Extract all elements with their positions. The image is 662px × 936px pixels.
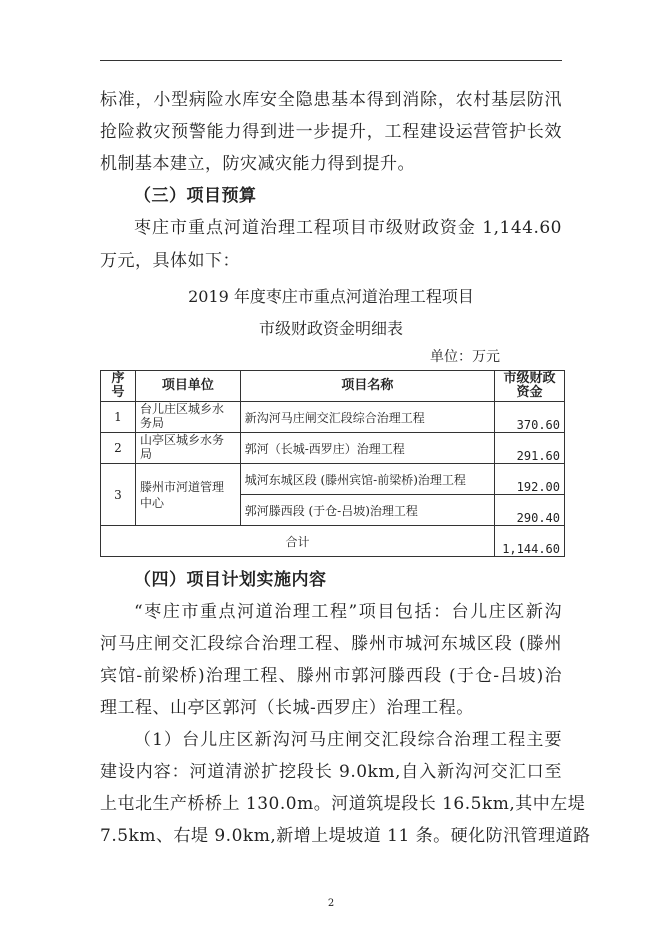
paragraph-line: 河马庄闸交汇段综合治理工程、滕州市城河东城区段 (滕州 bbox=[100, 634, 562, 654]
budget-table bbox=[100, 370, 565, 557]
cell-amount: 290.40 bbox=[494, 495, 564, 526]
paragraph-line: 上屯北生产桥桥上 130.0m。河道筑堤段长 16.5km,其中左堤 bbox=[100, 794, 586, 814]
cell-no: 2 bbox=[101, 433, 136, 464]
table-title: 2019 年度枣庄市重点河道治理工程项目 bbox=[188, 287, 474, 306]
paragraph-line: 枣庄市重点河道治理工程项目市级财政资金 1,144.60 bbox=[134, 218, 562, 238]
header-cell: 项目单位 bbox=[135, 371, 240, 402]
cell-unit: 台儿庄区城乡水务局 bbox=[135, 402, 240, 433]
unit-label: 单位：万元 bbox=[430, 349, 500, 365]
cell-no: 1 bbox=[101, 402, 136, 433]
paragraph-line: 7.5km、右堤 9.0km,新增上堤坡道 11 条。硬化防汛管理道路 bbox=[100, 826, 591, 846]
paragraph-line: 万元，具体如下： bbox=[100, 251, 240, 271]
paragraph-line: “枣庄市重点河道治理工程”项目包括：台儿庄区新沟 bbox=[134, 602, 562, 622]
cell-no: 3 bbox=[101, 464, 136, 526]
table-row bbox=[101, 464, 565, 495]
header-cell: 项目名称 bbox=[240, 371, 494, 402]
header-cell: 序号 bbox=[101, 371, 136, 402]
cell-amount: 370.60 bbox=[494, 402, 564, 433]
table-row bbox=[101, 433, 565, 464]
paragraph-line: 标准，小型病险水库安全隐患基本得到消除，农村基层防汛 bbox=[100, 90, 562, 110]
section-heading: （四）项目计划实施内容 bbox=[134, 570, 327, 590]
paragraph-line: 机制基本建立，防灾减灾能力得到提升。 bbox=[100, 154, 415, 174]
total-label: 合计 bbox=[101, 526, 495, 557]
header-cell: 市级财政资金 bbox=[494, 371, 564, 402]
cell-name: 郭河滕西段 (于仓-吕坡)治理工程 bbox=[240, 495, 494, 526]
paragraph-line: 宾馆-前梁桥)治理工程、滕州市郭河滕西段 (于仓-吕坡)治 bbox=[100, 666, 562, 686]
cell-name: 城河东城区段 (滕州宾馆-前梁桥)治理工程 bbox=[240, 464, 494, 495]
cell-unit: 滕州市河道管理中心 bbox=[135, 464, 240, 526]
cell-unit: 山亭区城乡水务局 bbox=[135, 433, 240, 464]
header-rule bbox=[100, 60, 562, 61]
table-header bbox=[101, 371, 565, 402]
cell-name: 郭河（长城-西罗庄）治理工程 bbox=[240, 433, 494, 464]
paragraph-line: 抢险救灾预警能力得到进一步提升，工程建设运营管护长效 bbox=[100, 122, 562, 142]
table-title: 市级财政资金明细表 bbox=[258, 319, 403, 338]
cell-name: 新沟河马庄闸交汇段综合治理工程 bbox=[240, 402, 494, 433]
table-total-row bbox=[101, 526, 565, 557]
cell-amount: 291.60 bbox=[494, 433, 564, 464]
paragraph-line: （1）台儿庄区新沟河马庄闸交汇段综合治理工程主要 bbox=[134, 730, 562, 750]
paragraph-line: 建设内容：河道清淤扩挖段长 9.0km,自入新沟河交汇口至 bbox=[100, 762, 562, 782]
section-heading: （三）项目预算 bbox=[134, 186, 257, 206]
page-number: 2 bbox=[327, 898, 335, 909]
table-row bbox=[101, 402, 565, 433]
paragraph-line: 理工程、山亭区郭河（长城-西罗庄）治理工程。 bbox=[100, 698, 474, 718]
total-amount: 1,144.60 bbox=[494, 526, 564, 557]
cell-amount: 192.00 bbox=[494, 464, 564, 495]
